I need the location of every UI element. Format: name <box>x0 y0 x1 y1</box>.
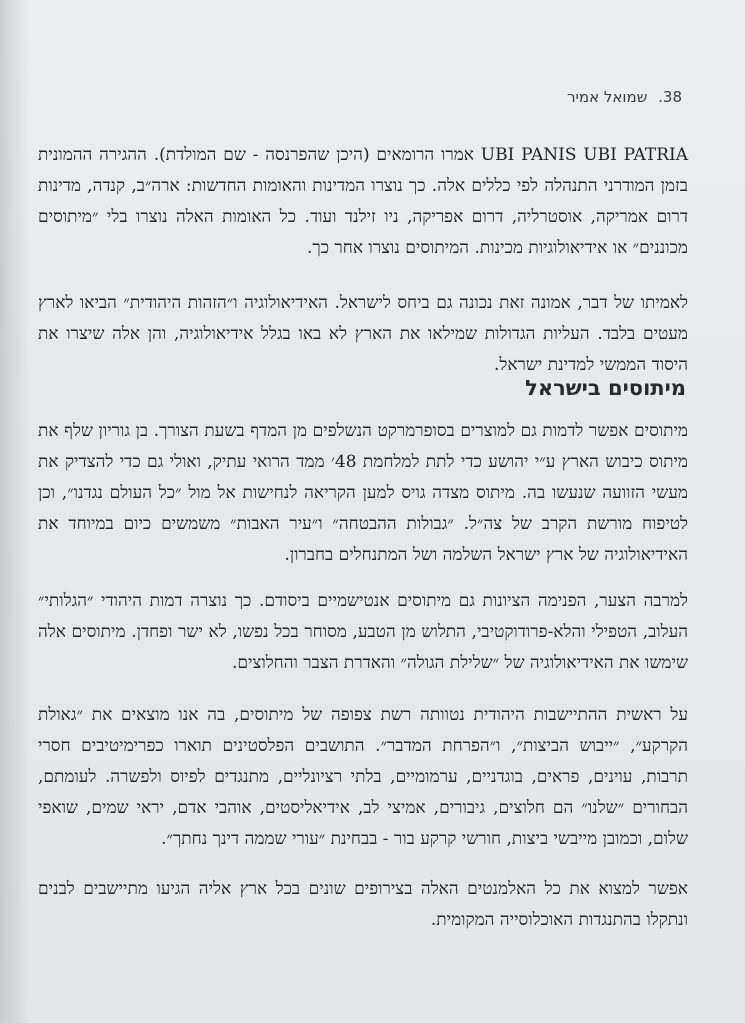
author-name: שמואל אמיר <box>567 88 648 106</box>
section-heading: מיתוסים בישראל <box>525 376 686 400</box>
paragraph-2: לאמיתו של דבר, אמונה זאת נכונה גם ביחס לישראל. האידיאולוגיה ו״הזהות היהודית״ הביאו לארץ מעטים בלבד. העליות הגדולות שמילאו את הארץ לא באו בגלל אידיאולוגיה, והן אלה שיצרו את היסוד הממשי למדינת ישראל. <box>38 293 688 375</box>
paragraph-6: אפשר למצוא את כל האלמנטים האלה בצירופים שונים בכל ארץ אליה הגיעו מתיישבים לבנים ונתקלו בהתנגדות האוכלוסייה המקומית. <box>38 879 688 930</box>
paragraph-3: מיתוסים אפשר לדמות גם למוצרים בסופרמרקט הנשלפים מן המדף בשעת הצורך. בן גוריון שלף את מיתוס כיבוש הארץ ע״י יהושע כדי לתת למלחמת 48׳ ממד הרואי עתיק, ואולי גם כדי להצדיק את מעשי הזוועה שנעשו בה. מיתוס מצדה גויס למען הקריאה לנחישות אל מול ״כל העולם נגדנו״, וכן לטיפוח מורשת הקרב של צה״ל. ״גבולות ההבטחה״ ו״עיר האבות״ משמשים כיום במיוחד את האידיאולוגיה של ארץ ישראל השלמה ושל המתנחלים בחברון. <box>38 421 688 565</box>
running-header <box>567 88 682 106</box>
book-page <box>38 0 688 1023</box>
paragraph-1: UBI PANIS UBI PATRIA אמרו הרומאים (היכן שהפרנסה - שם המולדת). ההגירה ההמונית בזמן המודרני התנהלה לפי כללים אלה. כך נוצרו המדינות והאומות החדשות: ארה״ב, קנדה, מדינות דרום אמריקה, אוסטרליה, דרום אפריקה, ניו זילנד ועוד. כל האומות האלה נוצרו בלי ״מיתוסים מכוננים״ או אידיאולוגיות מכינות. המיתוסים נוצרו אחר כך. <box>38 145 688 258</box>
page-edge-shadow <box>0 0 30 1023</box>
paragraph-4: למרבה הצער, הפנימה הציונות גם מיתוסים אנטישמיים ביסודם. כך נוצרה דמות היהודי ״הגלותי״ העלוב, הטפילי והלא-פרודוקטיבי, התלוש מן הטבע, מסוחר בכל נפשו, לא ישר ופחדן. מיתוסים אלה שימשו את האידיאולוגיה של ״שלילת הגולה״ והאדרת הצבר והחלוצים. <box>38 591 688 673</box>
page-number: 38. <box>658 88 682 106</box>
paragraph-5: על ראשית ההתיישבות היהודית נטוותה רשת צפופה של מיתוסים, בה אנו מוצאים את ״גאולת הקרקע״, ״ייבוש הביצות״, ו״הפרחת המדבר״. התושבים הפלסטינים תוארו כפרימיטיבים חסרי תרבות, עוינים, פראים, בוגדניים, ערמומיים, בלתי רציונליים, מתנגדים לפיוס ולפשרה. לעומתם, הבחורים ״שלנו״ הם חלוצים, גיבורים, אמיצי לב, אידיאליסטים, אוהבי אדם, יראי שמים, שואפי שלום, וכמובן מייבשי ביצות, חורשי קרקע בור - בבחינת ״עורי שממה דינך נחתך״. <box>38 705 688 849</box>
